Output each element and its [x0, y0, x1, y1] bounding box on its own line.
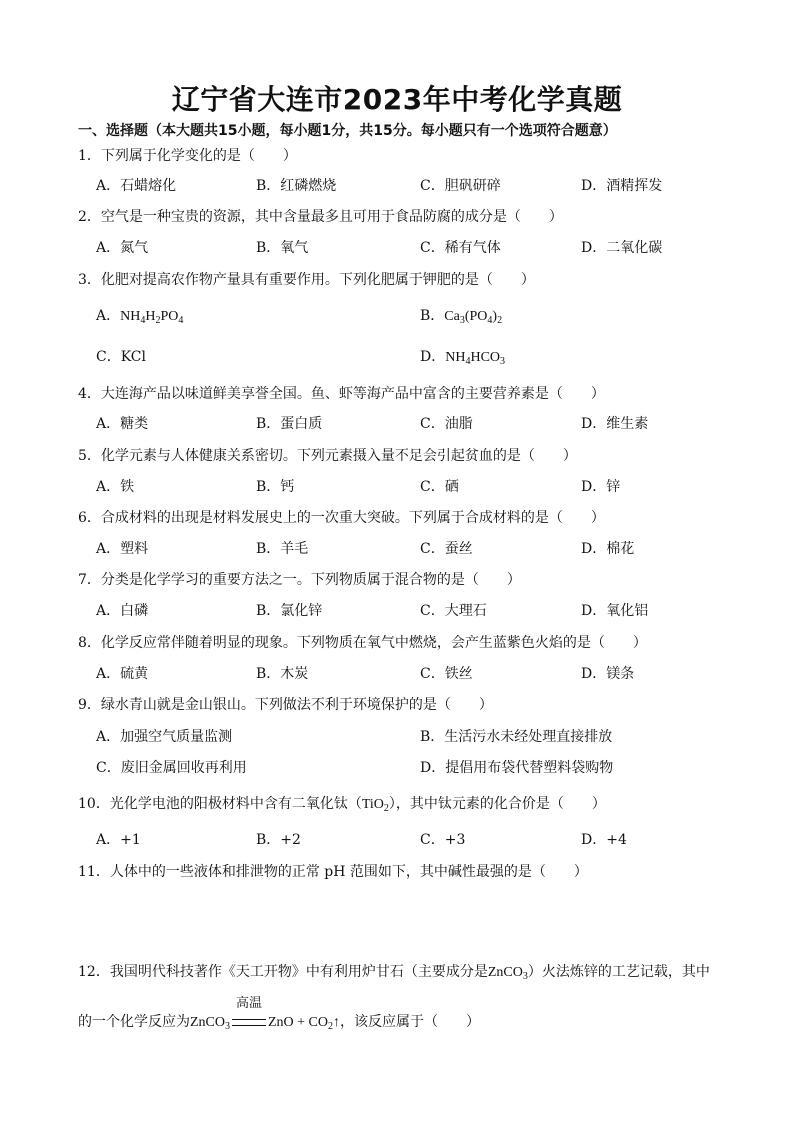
q2-option-a: A．氮气	[96, 240, 149, 256]
q2-option-c: C．稀有气体	[420, 240, 501, 256]
q7-option-c: C．大理石	[420, 603, 487, 619]
q4-option-a: A．糖类	[96, 416, 149, 432]
q4-option-d: D．维生素	[581, 416, 649, 432]
question-1-stem: 1．下列属于化学变化的是（ ）	[78, 148, 297, 164]
q1-option-b: B．红磷燃烧	[256, 178, 337, 194]
q3-option-b-label: B．	[420, 308, 445, 324]
q8-option-a: A．硫黄	[96, 666, 149, 682]
question-8-stem: 8．化学反应常伴随着明显的现象。下列物质在氧气中燃烧，会产生蓝紫色火焰的是（ ）	[78, 635, 647, 651]
q9-option-d: D．提倡用布袋代替塑料袋购物	[420, 760, 614, 776]
q12-reaction-arrow	[230, 996, 268, 1032]
q6-option-a: A．塑料	[96, 541, 149, 557]
q3-option-b-formula: $Ca_3(PO_4)_2$	[444, 309, 503, 326]
q9-option-a: A．加强空气质量监测	[96, 729, 233, 745]
q12-reactant: ZnCO$_3$	[190, 1015, 230, 1032]
gas-arrow-icon: ↑	[333, 1015, 341, 1030]
q8-option-c: C．铁丝	[420, 666, 473, 682]
q3-option-b	[420, 306, 502, 327]
q5-option-c: C．硒	[420, 479, 459, 495]
q8-option-d: D．镁条	[581, 666, 635, 682]
q2-option-d: D．二氧化碳	[581, 240, 663, 256]
q12-condition: 高温	[235, 996, 262, 1011]
q9-option-b: B．生活污水未经处理直接排放	[420, 729, 613, 745]
q3-option-d-label: D．	[420, 349, 446, 365]
q8-option-b: B．木炭	[256, 666, 309, 682]
q10-option-d: D．+4	[581, 832, 627, 848]
q7-option-d: D．氧化铝	[581, 603, 649, 619]
question-7-stem: 7．分类是化学学习的重要方法之一。下列物质属于混合物的是（ ）	[78, 572, 521, 588]
question-10-stem: 10．光化学电池的阳极材料中含有二氧化钛（TiO$_2$），其中钛元素的化合价是（ ）	[78, 796, 606, 814]
q5-option-d: D．锌	[581, 479, 621, 495]
question-5-stem: 5．化学元素与人体健康关系密切。下列元素摄入量不足会引起贫血的是（ ）	[78, 448, 577, 464]
q10-option-a: A．+1	[96, 832, 141, 848]
q3-option-a	[96, 306, 183, 327]
page-title: 辽宁省大连市2023年中考化学真题	[171, 83, 623, 116]
q6-option-d: D．棉花	[581, 541, 635, 557]
question-11-stem: 11．人体中的一些液体和排泄物的正常 pH 范围如下，其中碱性最强的是（ ）	[78, 864, 588, 880]
q1-option-a: A．石蜡熔化	[96, 178, 177, 194]
q10-option-b: B．+2	[256, 832, 301, 848]
question-12-line1: 12．我国明代科技著作《天工开物》中有利用炉甘石（主要成分是ZnCO$_3$）火法炼锌的工艺记载，其中	[78, 964, 710, 982]
question-6-stem: 6．合成材料的出现是材料发展史上的一次重大突破。下列属于合成材料的是（ ）	[78, 510, 605, 526]
q10-formula-tio2: TiO$_2$	[361, 797, 389, 814]
q1-option-d: D．酒精挥发	[581, 178, 663, 194]
q10-option-c: C．+3	[420, 832, 466, 848]
q5-option-a: A．铁	[96, 479, 135, 495]
q3-option-d	[420, 347, 505, 368]
q7-option-b: B．氯化锌	[256, 603, 323, 619]
q12-formula-znco3: ZnCO$_3$	[487, 965, 528, 982]
q4-option-b: B．蛋白质	[256, 416, 323, 432]
q1-option-c: C．胆矾研碎	[420, 178, 501, 194]
q6-option-b: B．羊毛	[256, 541, 309, 557]
question-9-stem: 9．绿水青山就是金山银山。下列做法不利于环境保护的是（ ）	[78, 697, 493, 713]
q7-option-a: A．白磷	[96, 603, 149, 619]
q3-option-d-formula: $NH_4HCO_3$	[445, 350, 506, 367]
q12-products: ZnO + $CO_2↑$	[268, 1015, 341, 1032]
q6-option-c: C．蚕丝	[420, 541, 473, 557]
q3-option-a-formula: $NH_4H_2PO_4$	[120, 309, 184, 326]
q3-option-a-label: A．	[96, 308, 121, 324]
question-2-stem: 2．空气是一种宝贵的资源，其中含量最多且可用于食品防腐的成分是（ ）	[78, 209, 563, 225]
q2-option-b: B．氧气	[256, 240, 309, 256]
question-3-stem: 3．化肥对提高农作物产量具有重要作用。下列化肥属于钾肥的是（ ）	[78, 272, 535, 288]
q5-option-b: B．钙	[256, 479, 295, 495]
section-heading: 一、选择题（本大题共15小题，每小题1分，共15分。每小题只有一个选项符合题意）	[78, 123, 617, 139]
q9-option-c: C．废旧金属回收再利用	[96, 760, 247, 776]
q4-option-c: C．油脂	[420, 416, 473, 432]
q3-option-c: C．KCl	[96, 349, 146, 365]
question-4-stem: 4．大连海产品以味道鲜美享誉全国。鱼、虾等海产品中富含的主要营养素是（ ）	[78, 386, 605, 402]
question-12-line2: 的一个化学反应为ZnCO$_3$ 高温 ZnO + $CO_2↑$，该反应属于（ ）	[78, 996, 481, 1032]
